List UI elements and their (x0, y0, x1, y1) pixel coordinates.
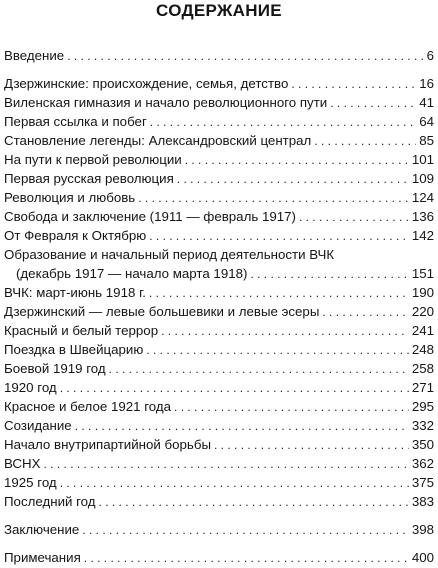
toc-entry-label: Свобода и заключение (1911 — февраль 1917) (4, 209, 296, 224)
toc-entry[interactable] (4, 207, 434, 226)
toc-entry-page: 332 (411, 418, 434, 433)
toc-entry-label: Начало внутрипартийной борьбы (4, 437, 212, 452)
dot-leader (99, 493, 409, 512)
table-of-contents (4, 46, 434, 567)
toc-entry-label: На пути к первой революции (4, 152, 182, 167)
dot-leader (250, 265, 408, 284)
dot-leader (60, 379, 409, 398)
dot-leader (75, 417, 409, 436)
dot-leader (138, 189, 409, 208)
dot-leader (330, 94, 416, 113)
toc-entry-label: Революция и любовь (4, 190, 136, 205)
dot-leader (150, 113, 416, 132)
dot-leader (299, 208, 409, 227)
toc-entry-page: 248 (411, 342, 434, 357)
toc-entry-label: Заключение (4, 522, 80, 537)
toc-entry-label: От Февраля к Октябрю (4, 228, 147, 243)
toc-entry-label: Примечания (4, 550, 81, 565)
dot-leader (214, 436, 409, 455)
toc-entry-page: 258 (411, 361, 434, 376)
toc-entry[interactable] (4, 473, 434, 492)
toc-entry[interactable] (4, 302, 434, 321)
toc-entry-label: Становление легенды: Александровский централ (4, 133, 312, 148)
toc-entry[interactable] (4, 454, 434, 473)
toc-entry-page: 400 (411, 550, 434, 565)
toc-entry[interactable] (4, 520, 434, 539)
toc-entry[interactable] (4, 359, 434, 378)
toc-entry[interactable] (4, 397, 434, 416)
dot-leader (67, 47, 423, 66)
toc-entry-label: Первая русская революция (4, 171, 174, 186)
toc-entry-page: 383 (411, 494, 434, 509)
toc-entry-page: 142 (411, 228, 434, 243)
toc-entry-label: Последний год (4, 494, 96, 509)
toc-entry-page: 375 (411, 475, 434, 490)
dot-leader (60, 474, 409, 493)
dot-leader (174, 398, 409, 417)
toc-entry-page: 6 (426, 48, 434, 63)
toc-entry-page: 85 (419, 133, 434, 148)
dot-leader (44, 455, 409, 474)
toc-entry-label: 1925 год (4, 475, 57, 490)
toc-entry[interactable] (4, 93, 434, 112)
dot-leader (149, 284, 409, 303)
toc-entry-page: 16 (419, 76, 434, 91)
toc-entry[interactable] (4, 283, 434, 302)
toc-entry-page: 241 (411, 323, 434, 338)
toc-entry[interactable] (4, 74, 434, 93)
toc-entry-page: 136 (411, 209, 434, 224)
dot-leader (185, 151, 409, 170)
toc-entry-page: 124 (411, 190, 434, 205)
dot-leader (322, 303, 408, 322)
toc-entry[interactable] (4, 321, 434, 340)
toc-entry-label: Первая ссылка и побег (4, 114, 147, 129)
toc-entry-label: Созидание (4, 418, 72, 433)
toc-entry-page: 190 (411, 285, 434, 300)
toc-entry-continuation (4, 264, 434, 283)
toc-entry-page: 350 (411, 437, 434, 452)
toc-entry-page: 151 (411, 266, 434, 281)
toc-entry-label: ВСНХ (4, 456, 41, 471)
toc-entry[interactable] (4, 378, 434, 397)
dot-leader (109, 360, 409, 379)
toc-entry-label: Виленская гимназия и начало революционного пути (4, 95, 328, 110)
toc-entry-label: Боевой 1919 год (4, 361, 106, 376)
toc-entry-page: 220 (411, 304, 434, 319)
toc-entry[interactable] (4, 188, 434, 207)
dot-leader (82, 521, 408, 540)
toc-entry-page: 295 (411, 399, 434, 414)
toc-entry[interactable] (4, 492, 434, 511)
dot-leader (161, 322, 409, 341)
dot-leader (84, 549, 409, 568)
toc-entry-label: 1920 год (4, 380, 57, 395)
toc-entry-page: 101 (411, 152, 434, 167)
toc-entry-multiline[interactable] (4, 245, 434, 283)
dot-leader (291, 75, 416, 94)
toc-entry-label: Образование и начальный период деятельности ВЧК (4, 247, 335, 262)
dot-leader (177, 170, 409, 189)
toc-entry[interactable] (4, 131, 434, 150)
toc-entry-page: 362 (411, 456, 434, 471)
toc-entry-label-continued: (декабрь 1917 — начало марта 1918) (16, 266, 248, 281)
toc-entry-label: Красное и белое 1921 года (4, 399, 172, 414)
toc-entry[interactable] (4, 340, 434, 359)
toc-entry[interactable] (4, 548, 434, 567)
toc-entry-label: Введение (4, 48, 65, 63)
page-title: СОДЕРЖАНИЕ (156, 1, 282, 20)
toc-entry-label: ВЧК: март-июнь 1918 г. (4, 285, 146, 300)
toc-entry[interactable] (4, 46, 434, 65)
toc-entry-label: Дзержинский — левые большевики и левые эсеры (4, 304, 320, 319)
toc-entry[interactable] (4, 112, 434, 131)
toc-entry-label: Красный и белый террор (4, 323, 159, 338)
toc-entry-label: Поездка в Швейцарию (4, 342, 144, 357)
toc-entry[interactable] (4, 416, 434, 435)
dot-leader (149, 227, 409, 246)
toc-entry-page: 109 (411, 171, 434, 186)
toc-entry[interactable] (4, 150, 434, 169)
dot-leader (146, 341, 409, 360)
toc-entry[interactable] (4, 435, 434, 454)
toc-entry-page: 41 (419, 95, 434, 110)
dot-leader (314, 132, 416, 151)
toc-entry-page: 64 (419, 114, 434, 129)
toc-entry[interactable] (4, 226, 434, 245)
toc-entry-page: 398 (411, 522, 434, 537)
toc-entry-page: 271 (411, 380, 434, 395)
toc-entry-label: Дзержинские: происхождение, семья, детство (4, 76, 289, 91)
toc-entry[interactable] (4, 169, 434, 188)
